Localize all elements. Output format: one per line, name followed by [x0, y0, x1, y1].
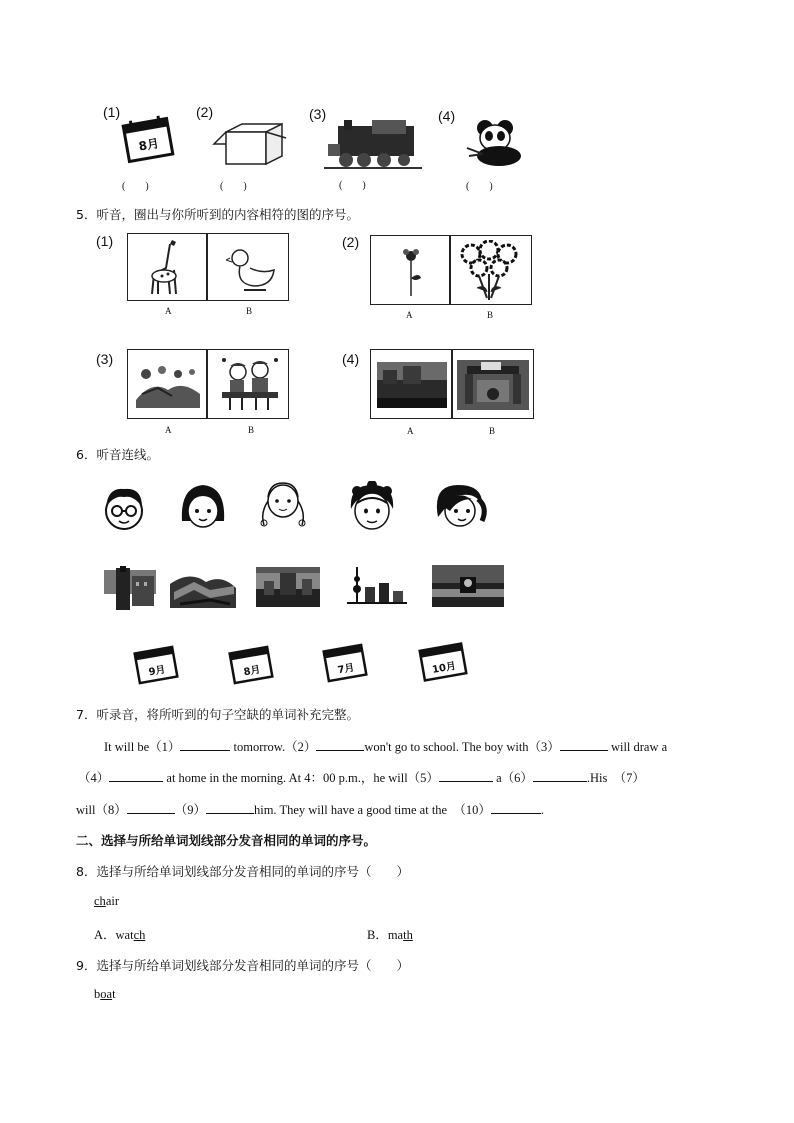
answer-paren[interactable]: ( )	[466, 181, 493, 192]
given-word: boat	[94, 987, 116, 1001]
train-icon	[324, 114, 422, 170]
blank-8[interactable]	[127, 802, 175, 814]
option-label: B	[246, 306, 253, 316]
giraffe-icon	[146, 238, 190, 296]
item-number: (4)	[438, 108, 456, 124]
city-photo	[377, 362, 447, 408]
skyline-photo[interactable]	[256, 567, 320, 607]
question-title: 5．听音，圈出与你所听到的内容相符的图的序号。	[76, 207, 359, 222]
calendar-icon[interactable]	[418, 641, 468, 683]
blank-5[interactable]	[439, 770, 493, 782]
calendar-label: 9月	[147, 664, 167, 679]
blank-3[interactable]	[560, 739, 608, 751]
option-label: B	[487, 310, 494, 320]
section-title: 二、选择与所给单词划线部分发音相同的单词的序号。	[76, 833, 377, 848]
picture-pair	[370, 349, 534, 419]
item-number: (2)	[196, 104, 214, 120]
flower-icon	[397, 244, 427, 300]
question-title: 7．听录音，将所听到的句子空缺的单词补充完整。	[76, 707, 359, 722]
zoo-photo	[457, 360, 529, 410]
panda-icon	[463, 114, 525, 168]
blank-6[interactable]	[533, 770, 587, 782]
option-label: B	[248, 425, 255, 435]
kids-icon	[216, 354, 284, 414]
flowers-icon	[457, 240, 523, 302]
item-number: (3)	[96, 351, 114, 367]
question-title: 9．选择与所给单词划线部分发音相同的单词的序号（ ）	[76, 958, 409, 973]
calendar-label: 10月	[431, 660, 457, 676]
calendar-icon[interactable]	[322, 642, 368, 684]
question-title: 6．听音连线。	[76, 447, 159, 462]
calendar-icon[interactable]	[228, 644, 274, 686]
blank-4[interactable]	[109, 770, 163, 782]
passage-line-1: It will be（1） tomorrow.（2） won't go to school. The boy with（3） will draw a	[104, 740, 668, 754]
item-number: (1)	[96, 233, 114, 249]
option-label: A	[165, 306, 172, 316]
option-label: A	[407, 426, 414, 436]
option-b[interactable]: B．math	[367, 928, 413, 942]
girl-ponytail-icon[interactable]	[432, 481, 488, 531]
answer-paren[interactable]: ( )	[122, 181, 149, 192]
temple-photo[interactable]	[432, 565, 504, 607]
answer-paren[interactable]: ( )	[339, 180, 366, 191]
girl-braids-icon[interactable]	[254, 479, 312, 533]
picnic-icon	[132, 360, 204, 412]
box-icon	[212, 116, 290, 168]
picture-pair	[370, 235, 532, 305]
item-number: (1)	[103, 104, 121, 120]
calendar-label: 8月	[242, 664, 262, 679]
great-wall-photo[interactable]	[170, 568, 236, 608]
item-number: (4)	[342, 351, 360, 367]
duck-icon	[226, 244, 278, 296]
girl-bob-icon[interactable]	[178, 481, 228, 533]
item-number: (3)	[309, 106, 327, 122]
picture-pair	[127, 349, 289, 419]
option-label: A	[406, 310, 413, 320]
boy-curly-icon[interactable]	[347, 481, 397, 535]
tower-photo[interactable]	[104, 566, 156, 610]
calendar-label: 7月	[336, 662, 356, 677]
tv-tower-photo[interactable]	[347, 565, 407, 607]
calendar-label: 8月	[137, 136, 161, 154]
boy-glasses-icon[interactable]	[100, 483, 148, 533]
option-a[interactable]: A．watch	[94, 928, 146, 942]
given-word: chair	[94, 894, 119, 908]
option-label: A	[165, 425, 172, 435]
blank-10[interactable]	[491, 802, 541, 814]
calendar-icon	[118, 114, 178, 166]
blank-2[interactable]	[316, 739, 364, 751]
item-number: (2)	[342, 234, 360, 250]
blank-9[interactable]	[206, 802, 254, 814]
passage-line-3: will（8） （9） him. They will have a good time at the （10） .	[76, 803, 544, 817]
picture-pair	[127, 233, 289, 301]
blank-1[interactable]	[180, 739, 230, 751]
calendar-icon[interactable]	[133, 644, 179, 686]
question-title: 8．选择与所给单词划线部分发音相同的单词的序号（ ）	[76, 864, 409, 879]
passage-line-2: （4） at home in the morning. At 4：00 p.m.，he will（5） a（6） .His （7）	[78, 771, 645, 785]
answer-paren[interactable]: ( )	[220, 181, 247, 192]
option-label: B	[489, 426, 496, 436]
